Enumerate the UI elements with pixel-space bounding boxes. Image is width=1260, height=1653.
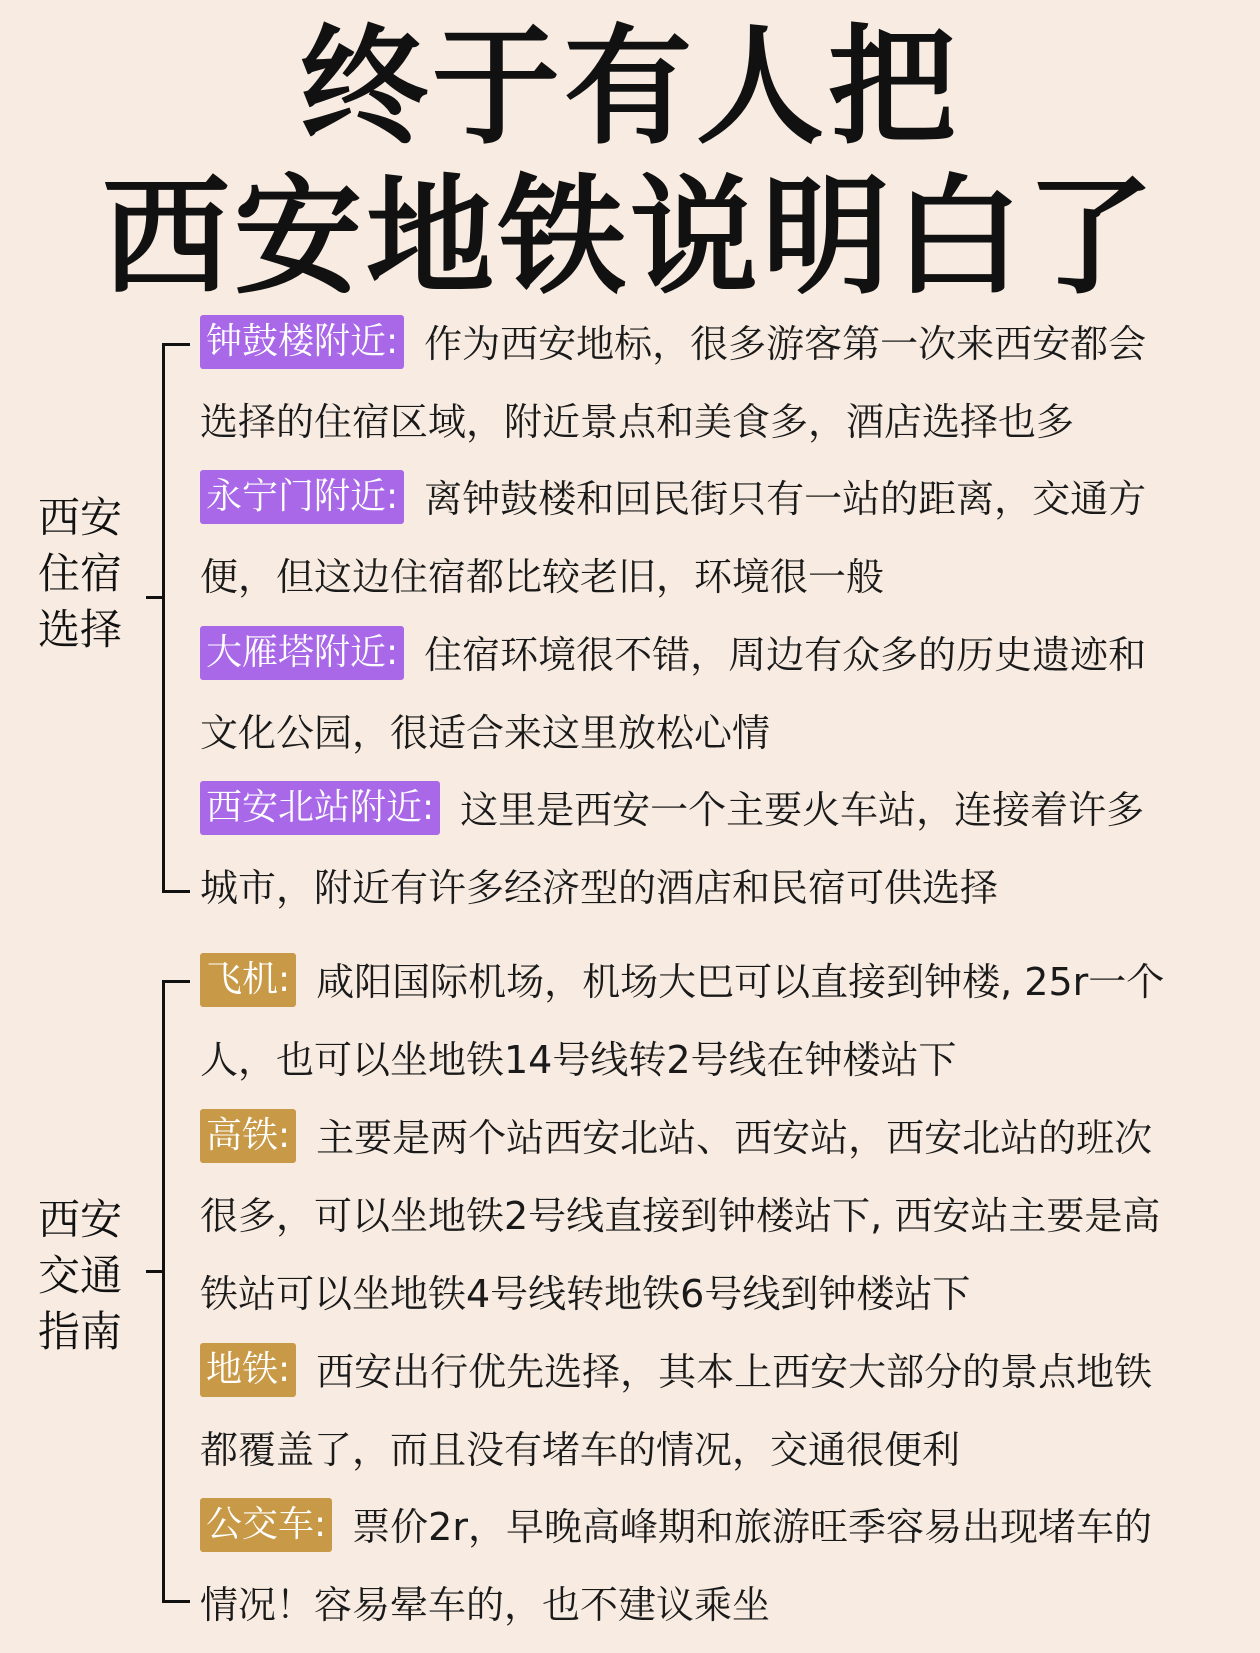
stay-item	[200, 460, 1230, 616]
stay-text: 住宿环境很不错，周边有众多的历史遗迹和	[424, 633, 1147, 677]
traffic-label-line: 指南	[38, 1307, 123, 1356]
traffic-text: 票价2r，早晚高峰期和旅游旺季容易出现堵车的	[352, 1505, 1152, 1549]
traffic-text: 很多，可以坐地铁2号线直接到钟楼站下, 西安站主要是高	[200, 1194, 1161, 1238]
title-line-2: 西安地铁说明白了	[101, 163, 1158, 312]
traffic-item	[200, 1333, 1230, 1489]
traffic-bracket-top	[162, 980, 190, 983]
traffic-text: 都覆盖了，而且没有堵车的情况，交通很便利	[200, 1428, 961, 1472]
traffic-label-line: 交通	[38, 1251, 123, 1300]
stay-tag: 西安北站附近:	[200, 781, 440, 835]
traffic-item	[200, 1488, 1230, 1644]
traffic-bracket-tick	[146, 1270, 162, 1273]
traffic-tag: 地铁:	[200, 1343, 296, 1397]
stay-item	[200, 616, 1230, 772]
stay-label-line: 西安	[38, 493, 123, 542]
stay-item	[200, 771, 1230, 927]
stay-label-line: 住宿	[38, 549, 123, 598]
stay-text: 作为西安地标，很多游客第一次来西安都会	[424, 322, 1147, 366]
stay-bracket-tick	[146, 596, 162, 599]
traffic-tag: 公交车:	[200, 1498, 332, 1552]
stay-text: 文化公园，很适合来这里放松心情	[200, 711, 771, 755]
traffic-text: 西安出行优先选择，其本上西安大部分的景点地铁	[316, 1350, 1153, 1394]
traffic-text: 铁站可以坐地铁4号线转地铁6号线到钟楼站下	[200, 1272, 971, 1316]
traffic-text: 主要是两个站西安北站、西安站，西安北站的班次	[316, 1116, 1153, 1160]
stay-bracket-bottom	[162, 890, 190, 893]
stay-text: 这里是西安一个主要火车站，连接着许多	[460, 788, 1145, 832]
title-line-1: 终于有人把	[299, 13, 960, 162]
stay-bracket-line	[162, 343, 165, 893]
stay-bracket-top	[162, 343, 190, 346]
traffic-item	[200, 1099, 1230, 1333]
stay-tag: 钟鼓楼附近:	[200, 315, 404, 369]
stay-text: 便，但这边住宿都比较老旧，环境很一般	[200, 555, 885, 599]
traffic-bracket-line	[162, 980, 165, 1603]
stay-label-line: 选择	[38, 605, 123, 654]
traffic-label-line: 西安	[38, 1195, 123, 1244]
traffic-bracket-bottom	[162, 1600, 190, 1603]
traffic-section-label	[38, 1192, 128, 1360]
traffic-tag: 飞机:	[200, 953, 296, 1007]
traffic-text: 咸阳国际机场，机场大巴可以直接到钟楼, 25r一个	[316, 960, 1165, 1004]
stay-text: 选择的住宿区域，附近景点和美食多，酒店选择也多	[200, 400, 1075, 444]
stay-section-label	[38, 490, 128, 658]
traffic-text: 情况！容易晕车的，也不建议乘坐	[200, 1583, 771, 1627]
stay-tag: 大雁塔附近:	[200, 626, 404, 680]
stay-text: 离钟鼓楼和回民街只有一站的距离，交通方	[424, 477, 1147, 521]
traffic-tag: 高铁:	[200, 1109, 296, 1163]
traffic-item	[200, 943, 1230, 1099]
stay-item	[200, 305, 1230, 461]
stay-text: 城市，附近有许多经济型的酒店和民宿可供选择	[200, 866, 999, 910]
stay-tag: 永宁门附近:	[200, 470, 404, 524]
traffic-text: 人，也可以坐地铁14号线转2号线在钟楼站下	[200, 1038, 957, 1082]
